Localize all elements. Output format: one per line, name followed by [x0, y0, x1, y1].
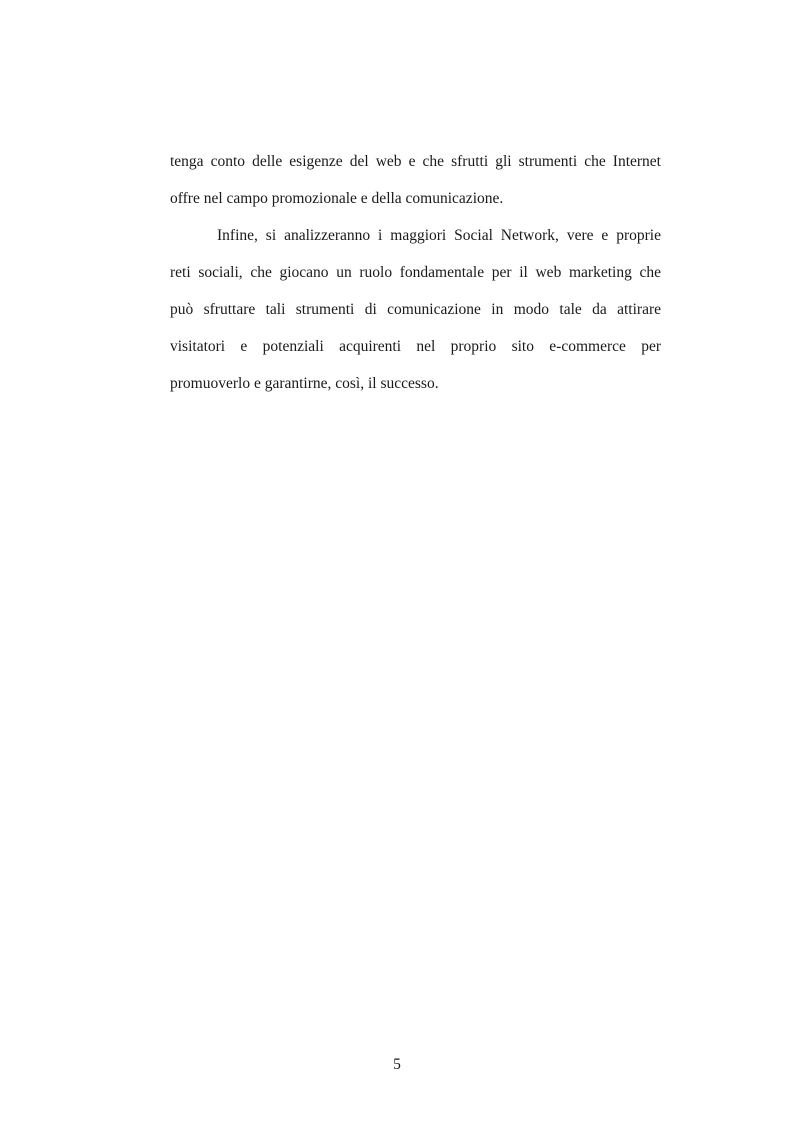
text-line: tenga conto delle esigenze del web e che sfrutti gli strumenti che Internet [170, 153, 661, 170]
text-line: può sfruttare tali strumenti di comunicazione in modo tale da attirare [170, 301, 661, 318]
text-line: Infine, si analizzeranno i maggiori Social Network, vere e proprie [217, 227, 661, 244]
body-text [170, 147, 661, 406]
page-number: 5 [393, 1056, 401, 1073]
text-line: reti sociali, che giocano un ruolo fondamentale per il web marketing che [170, 264, 661, 281]
text-line: promuoverlo e garantirne, così, il successo. [170, 375, 439, 392]
text-line: offre nel campo promozionale e della comunicazione. [170, 190, 504, 207]
text-line: visitatori e potenziali acquirenti nel proprio sito e-commerce per [170, 338, 661, 355]
